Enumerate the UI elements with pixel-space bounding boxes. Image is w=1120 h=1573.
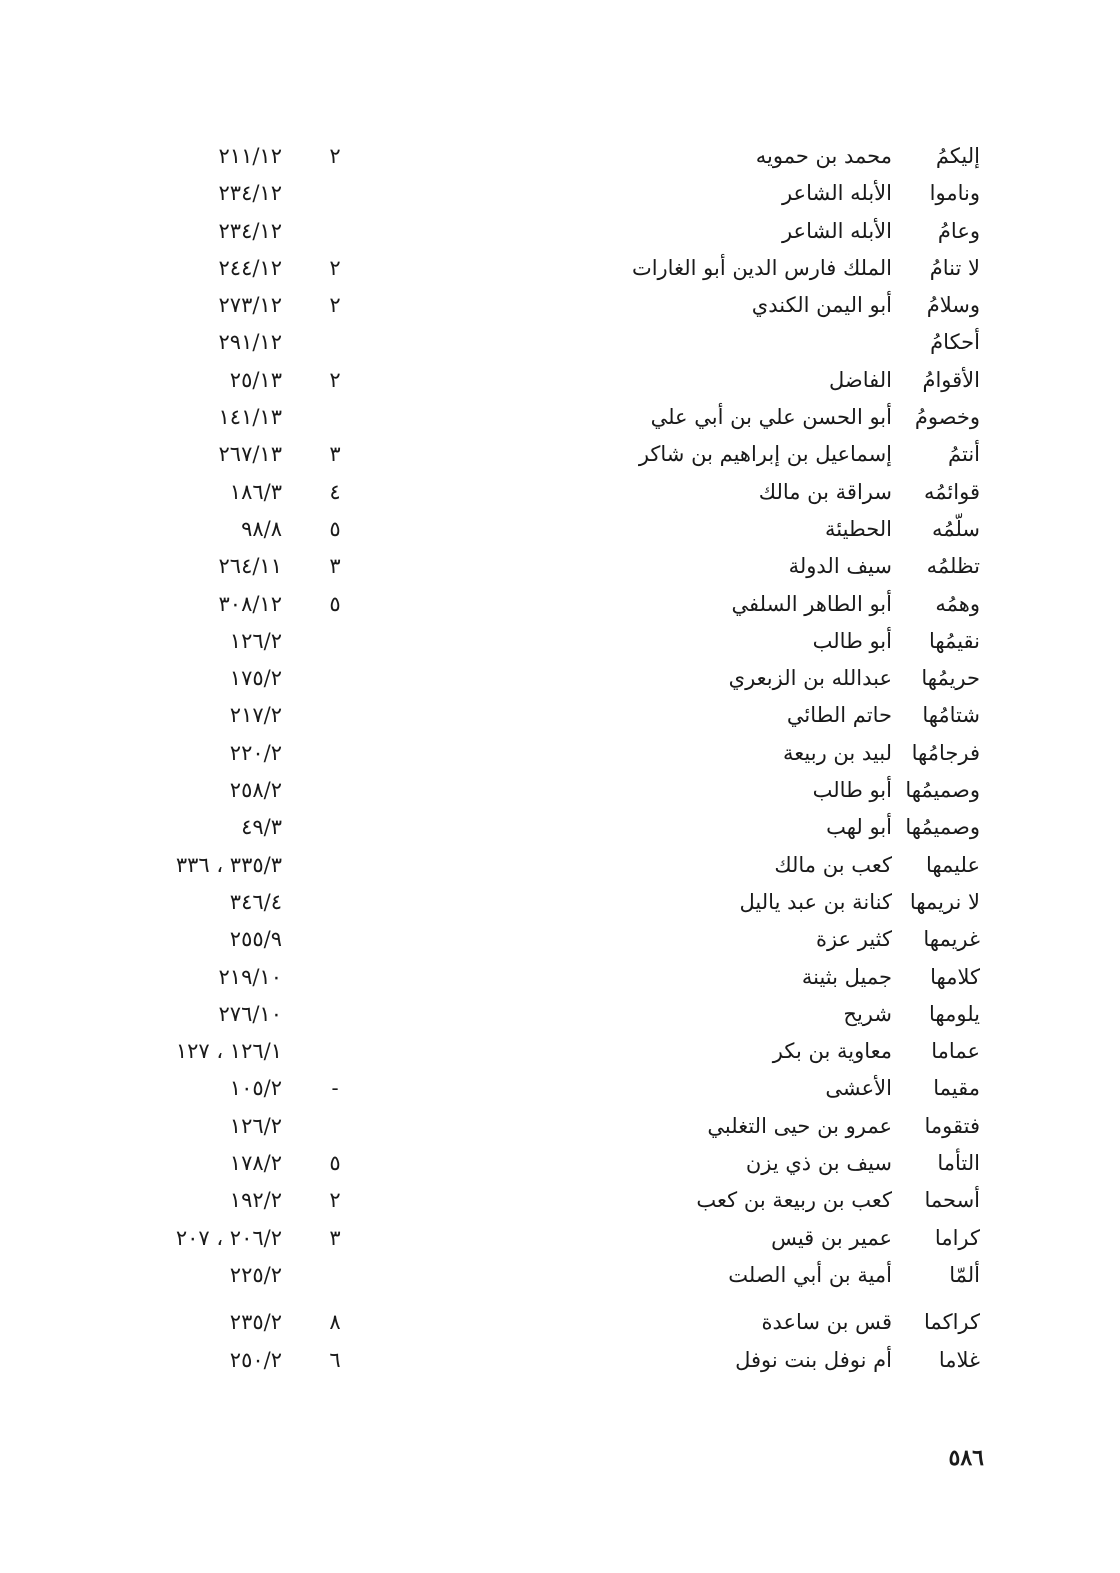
rhyme-word: ألمّا [949,1262,980,1287]
verse-count: ٤ [329,479,341,504]
volume-page-ref: ١٢٦/٢ [229,1113,282,1138]
volume-page-ref: ٢٧٣/١٢ [218,293,282,318]
rhyme-word: وسلامُ [926,293,980,318]
volume-page-ref: ٢٢٠/٢ [229,740,282,765]
index-row [0,1108,1120,1145]
volume-page-ref: ٢٥٠/٢ [229,1347,282,1372]
verse-count: ٢ [329,367,341,392]
volume-page-ref: ٤٩/٣ [241,815,282,840]
rhyme-word: أحكامُ [930,330,980,355]
index-row [0,996,1120,1033]
index-row [0,175,1120,212]
verse-count: ٨ [329,1310,341,1335]
rhyme-word: كلامها [930,964,980,989]
rhyme-word: غلاما [938,1347,980,1372]
index-row [0,213,1120,250]
poet-name: كثير عزة [815,927,892,952]
index-row [0,287,1120,324]
verse-count: ٣ [329,1225,341,1250]
rhyme-word: كراما [934,1225,980,1250]
poet-name: الأعشى [825,1076,892,1101]
index-row [0,1257,1120,1294]
poet-name: أبو الحسن علي بن أبي علي [650,405,892,430]
volume-page-ref: ٢٥/١٣ [229,367,282,392]
rhyme-word: نقيمُها [928,628,980,653]
poet-name: الحطيئة [825,516,892,541]
index-row [0,436,1120,473]
volume-page-ref: ٢١١/١٢ [218,144,282,168]
index-row [0,1220,1120,1257]
volume-page-ref: ٢١٩/١٠ [218,964,282,989]
index-row [0,697,1120,734]
volume-page-ref: ٣٣٥/٣ ، ٣٣٦ [175,852,282,877]
verse-count: ٣ [329,554,341,579]
rhyme-word: أنتمُ [948,442,980,467]
index-row [0,474,1120,511]
index-row [0,1304,1120,1341]
poet-name: عمير بن قيس [771,1225,892,1250]
volume-page-ref: ١٧٨/٢ [229,1151,282,1176]
rhyme-word: لا نريمها [909,889,980,914]
poet-name: كعب بن مالك [774,852,892,877]
index-row [0,660,1120,697]
poet-name: عمرو بن حيى التغلبي [707,1113,892,1138]
poet-name: سيف الدولة [788,554,892,579]
rhyme-word: وخصومُ [914,405,980,430]
volume-page-ref: ٣٤٦/٤ [229,889,282,914]
volume-page-ref: ١٧٥/٢ [229,666,282,691]
index-row [0,138,1120,175]
verse-count: ٢ [329,293,341,318]
rhyme-word: لا تنامُ [929,255,980,280]
verse-count: ٣ [329,442,341,467]
volume-page-ref: ٢١٧/٢ [229,703,282,728]
rhyme-word: شتامُها [922,703,980,728]
poet-name: أمية بن أبي الصلت [728,1262,892,1287]
volume-page-ref: ٢٦٧/١٣ [218,442,282,467]
volume-page-ref: ١٤١/١٣ [218,405,282,430]
verse-count: ٢ [329,144,341,168]
volume-page-ref: ١٢٦/١ ، ١٢٧ [175,1039,282,1064]
poet-name: أبو لهب [826,815,892,840]
index-row [0,921,1120,958]
rhyme-word: قوائمُه [924,479,980,504]
volume-page-ref: ٢٩١/١٢ [218,330,282,355]
poet-name: قس بن ساعدة [761,1310,892,1335]
poet-name: أبو اليمن الكندي [751,293,892,318]
rhyme-word: أسحما [924,1188,980,1213]
poet-name: عبدالله بن الزبعري [728,666,892,691]
poet-name: لبيد بن ربيعة [783,740,892,765]
poet-name: شريح [843,1001,892,1026]
index-row [0,884,1120,921]
volume-page-ref: ٢٣٥/٢ [229,1310,282,1335]
rhyme-word: عليمها [925,852,980,877]
rhyme-word: الأقوامُ [922,367,980,392]
verse-count: - [331,1076,339,1101]
index-row [0,959,1120,996]
volume-page-ref: ٣٠٨/١٢ [218,591,282,616]
poet-name: الأبله الشاعر [781,218,892,243]
page-number: ٥٨٦ [948,1445,984,1471]
index-row [0,250,1120,287]
poet-name: كعب بن ربيعة بن كعب [696,1188,892,1213]
index-row [0,548,1120,585]
verse-count: ٢ [329,255,341,280]
volume-page-ref: ٢٦٤/١١ [218,554,282,579]
verse-count: ٢ [329,1188,341,1213]
rhyme-word: سلّمُه [932,516,980,541]
poet-name: أم نوفل بنت نوفل [735,1347,892,1372]
poet-name: كنانة بن عبد ياليل [739,889,892,914]
volume-page-ref: ٢٥٥/٩ [229,927,282,952]
rhyme-word: إليكمُ [935,144,980,168]
verse-count: ٥ [329,516,341,541]
rhyme-word: وهمُه [935,591,980,616]
rhyme-word: وصميمُها [905,815,980,840]
verse-count: ٦ [329,1347,341,1372]
index-row [0,586,1120,623]
poet-name: أبو طالب [812,628,892,653]
rhyme-word: فتقوما [924,1113,980,1138]
poet-name: محمد بن حمويه [755,144,892,168]
rhyme-word: غريمها [923,927,980,952]
rhyme-word: مقيما [933,1076,980,1101]
rhyme-word: يلومها [929,1001,980,1026]
rhyme-word: التأما [937,1151,980,1176]
index-row [0,1145,1120,1182]
index-row [0,623,1120,660]
volume-page-ref: ١٠٥/٢ [229,1076,282,1101]
rhyme-word: وعامُ [937,218,980,243]
volume-page-ref: ٢٠٦/٢ ، ٢٠٧ [175,1225,282,1250]
index-row [0,511,1120,548]
volume-page-ref: ٢٣٤/١٢ [218,181,282,206]
verse-count: ٥ [329,591,341,616]
volume-page-ref: ٢٢٥/٢ [229,1262,282,1287]
poet-name: أبو الطاهر السلفي [731,591,892,616]
verse-count: ٥ [329,1151,341,1176]
volume-page-ref: ٩٨/٨ [241,516,282,541]
index-row [0,362,1120,399]
index-row [0,847,1120,884]
rhyme-word: عماما [931,1039,980,1064]
volume-page-ref: ٢٧٦/١٠ [218,1001,282,1026]
index-row [0,1033,1120,1070]
index-row [0,324,1120,361]
poetry-index-table [0,138,1120,1379]
poet-name: الملك فارس الدين أبو الغارات [631,255,892,280]
rhyme-word: كراكما [924,1310,980,1335]
index-row [0,772,1120,809]
index-row [0,399,1120,436]
poet-name: سراقة بن مالك [758,479,892,504]
rhyme-word: وصميمُها [905,778,980,803]
volume-page-ref: ٢٥٨/٢ [229,778,282,803]
poet-name: حاتم الطائي [786,703,892,728]
poet-name: إسماعيل بن إبراهيم بن شاكر [638,442,892,467]
poet-name: أبو طالب [812,778,892,803]
rhyme-word: فرجامُها [911,740,980,765]
index-row [0,735,1120,772]
index-row [0,1342,1120,1379]
rhyme-word: حريمُها [921,666,980,691]
volume-page-ref: ٢٤٤/١٢ [218,255,282,280]
index-row [0,1070,1120,1107]
poet-name: الفاضل [829,367,892,392]
poet-name: الأبله الشاعر [781,181,892,206]
volume-page-ref: ١٨٦/٣ [229,479,282,504]
rhyme-word: تظلمُه [926,554,980,579]
index-row [0,1182,1120,1219]
volume-page-ref: ٢٣٤/١٢ [218,218,282,243]
volume-page-ref: ١٩٢/٢ [229,1188,282,1213]
poet-name: جميل بثينة [801,964,892,989]
rhyme-word: وناموا [929,181,980,206]
poet-name: سيف بن ذي يزن [745,1151,892,1176]
volume-page-ref: ١٢٦/٢ [229,628,282,653]
index-row [0,809,1120,846]
poet-name: معاوية بن بكر [772,1039,892,1064]
